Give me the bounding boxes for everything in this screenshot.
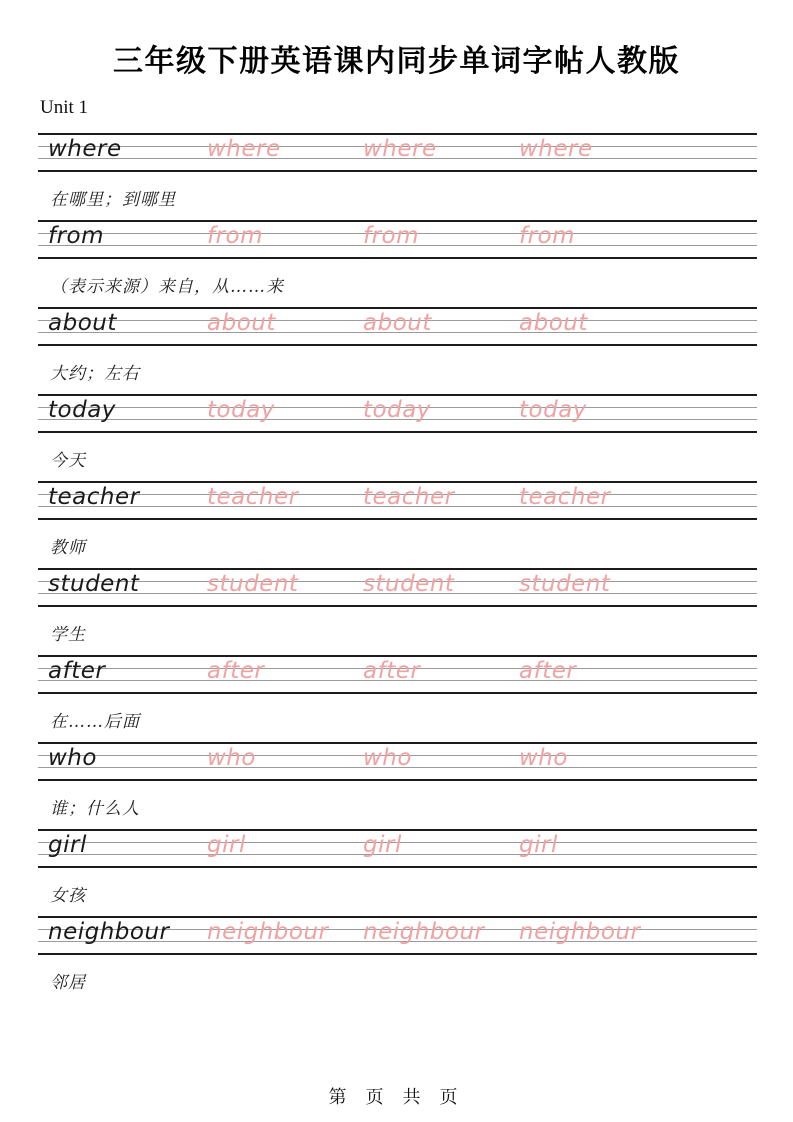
word-trace: after [207,658,265,684]
word-meaning: （表示来源）来自，从……来 [50,277,284,297]
word-trace: who [207,745,256,771]
word-trace: today [363,397,431,423]
word-trace: neighbour [207,919,329,945]
word-entry [38,220,757,307]
word-sample: today [48,397,116,423]
word-trace: about [363,310,432,336]
word-trace: student [519,571,611,597]
word-trace: after [363,658,421,684]
word-meaning: 学生 [50,625,86,645]
word-entry [38,742,757,829]
writing-guide-grid [38,568,757,607]
word-entry [38,481,757,568]
word-entry [38,394,757,481]
writing-guide-grid [38,916,757,955]
writing-guide-grid [38,394,757,433]
word-trace: where [519,136,593,162]
word-trace: girl [363,832,402,858]
writing-guide-grid [38,655,757,694]
writing-guide-grid [38,481,757,520]
word-meaning: 在哪里；到哪里 [50,190,176,210]
word-trace: where [207,136,281,162]
word-sample: teacher [48,484,140,510]
word-meaning: 女孩 [50,886,86,906]
word-trace: about [519,310,588,336]
page-title: 三年级下册英语课内同步单词字帖人教版 [113,45,680,78]
word-trace: where [363,136,437,162]
word-trace: student [363,571,455,597]
word-trace: from [519,223,576,249]
word-trace: from [207,223,264,249]
writing-guide-grid [38,133,757,172]
word-sample: student [48,571,140,597]
word-trace: girl [519,832,558,858]
word-trace: teacher [207,484,299,510]
page-footer: 第 页 共 页 [328,1087,465,1107]
word-trace: girl [207,832,246,858]
word-entry [38,307,757,394]
word-trace: who [519,745,568,771]
word-list [38,133,757,1003]
word-meaning: 邻居 [50,973,86,993]
word-trace: student [207,571,299,597]
word-trace: neighbour [363,919,485,945]
word-entry [38,655,757,742]
word-trace: teacher [363,484,455,510]
word-sample: where [48,136,122,162]
unit-label: Unit 1 [40,97,89,118]
word-sample: from [48,223,105,249]
writing-guide-grid [38,220,757,259]
writing-guide-grid [38,742,757,781]
word-trace: neighbour [519,919,641,945]
word-trace: after [519,658,577,684]
word-sample: girl [48,832,87,858]
word-sample: about [48,310,117,336]
word-meaning: 今天 [50,451,86,471]
word-sample: after [48,658,106,684]
word-trace: who [363,745,412,771]
word-meaning: 大约；左右 [50,364,140,384]
word-meaning: 谁；什么人 [50,799,140,819]
word-entry [38,916,757,1003]
word-entry [38,133,757,220]
word-trace: from [363,223,420,249]
word-trace: today [207,397,275,423]
word-sample: neighbour [48,919,170,945]
writing-guide-grid [38,307,757,346]
word-sample: who [48,745,97,771]
word-trace: teacher [519,484,611,510]
word-trace: today [519,397,587,423]
writing-guide-grid [38,829,757,868]
word-trace: about [207,310,276,336]
word-meaning: 在……后面 [50,712,140,732]
word-meaning: 教师 [50,538,86,558]
word-entry [38,829,757,916]
word-entry [38,568,757,655]
